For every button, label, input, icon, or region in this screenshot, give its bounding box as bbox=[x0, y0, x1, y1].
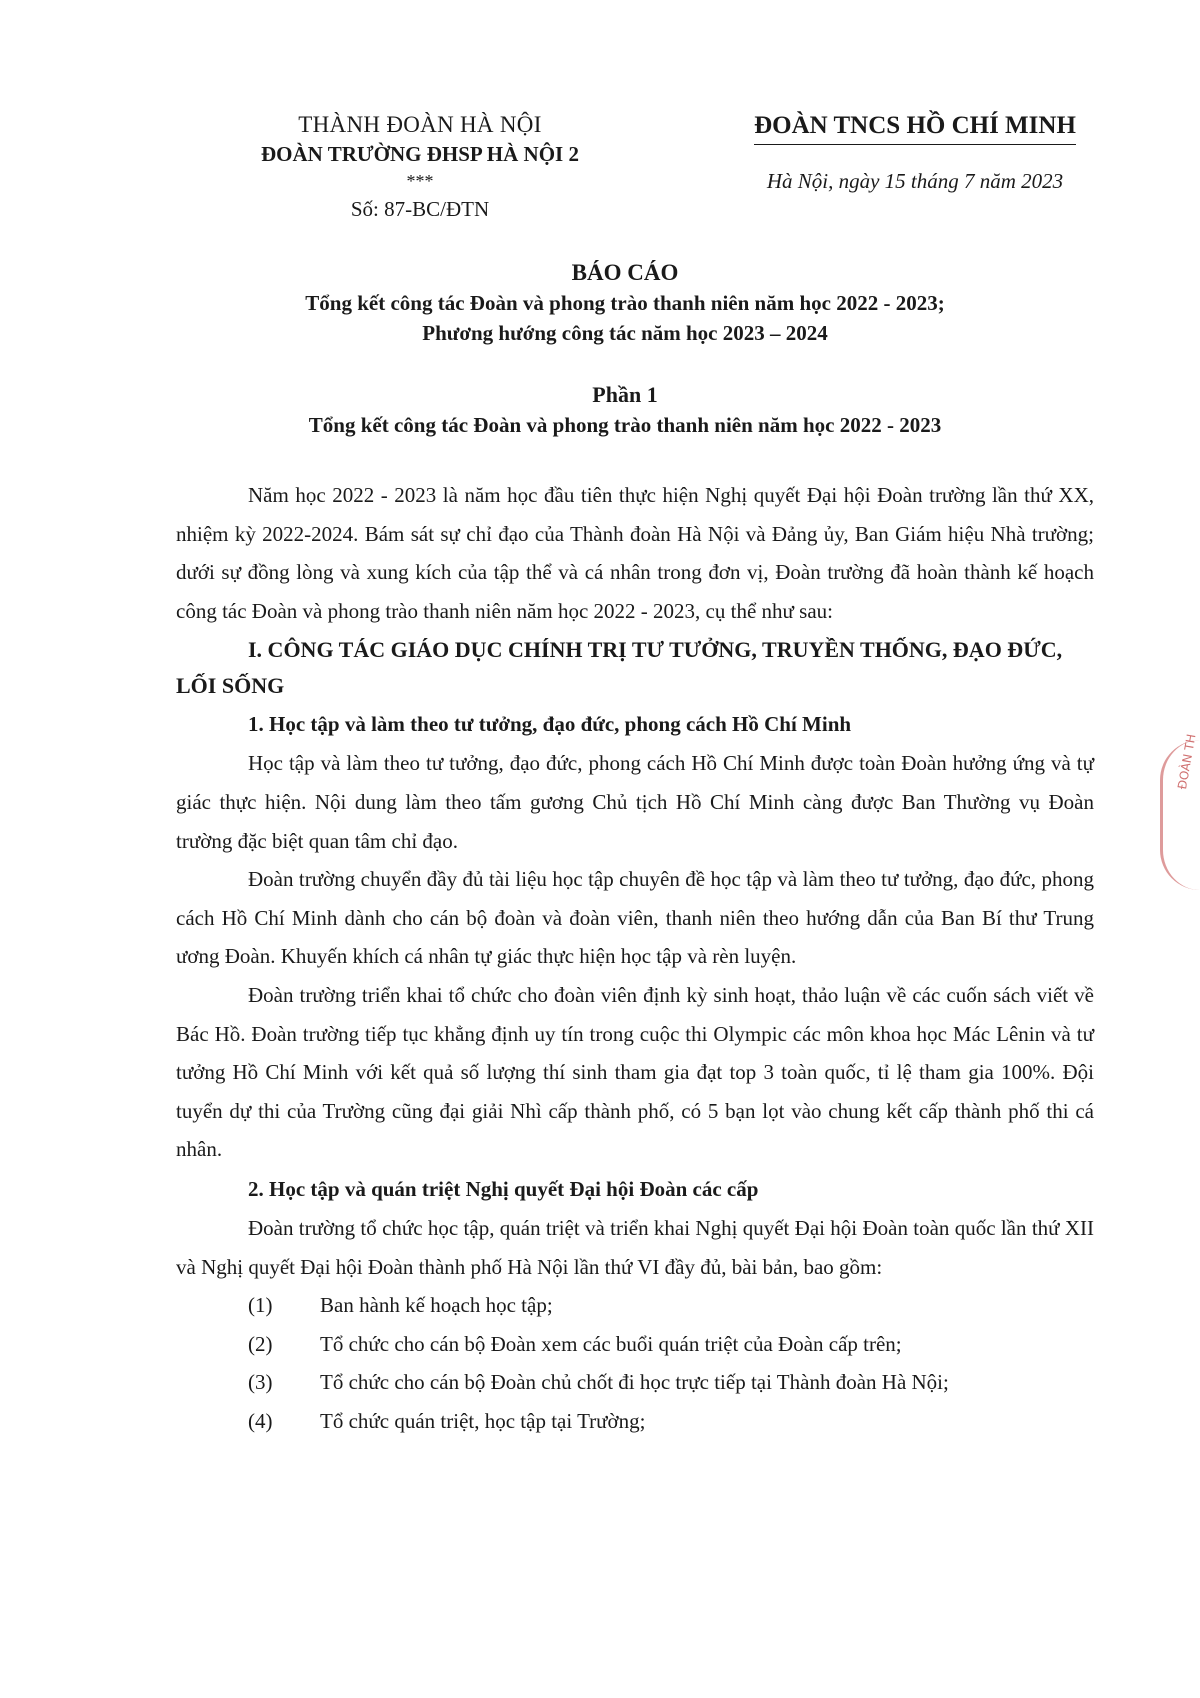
part-label: Phần 1 bbox=[592, 382, 658, 407]
part-subtitle: Tổng kết công tác Đoàn và phong trào thanh niên năm học 2022 - 2023 bbox=[308, 413, 942, 437]
part-heading bbox=[160, 380, 1090, 440]
list-text: Ban hành kế hoạch học tập; bbox=[320, 1293, 553, 1318]
list-number: (2) bbox=[248, 1331, 273, 1356]
paragraph: Đoàn trường tổ chức học tập, quán triệt và triển khai Nghị quyết Đại hội Đoàn toàn quốc lần thứ XII và Nghị quyết Đại hội Đoàn thành phố Hà Nội lần thứ VI đầy đủ, bài bản, bao gồm: bbox=[176, 1215, 1094, 1279]
document-title bbox=[160, 258, 1090, 348]
paragraph: Học tập và làm theo tư tưởng, đạo đức, phong cách Hồ Chí Minh được toàn Đoàn hưởng ứng và tự giác thực hiện. Nội dung làm theo tấm gương Chủ tịch Hồ Chí Minh càng được Ban Thường vụ Đoàn trường đặc biệt quan tâm chỉ đạo. bbox=[176, 751, 1094, 853]
title-report: BÁO CÁO bbox=[571, 260, 679, 285]
list-text: Tổ chức quán triệt, học tập tại Trường; bbox=[320, 1408, 646, 1433]
list-item bbox=[176, 1363, 1094, 1402]
header-left bbox=[225, 110, 615, 224]
seal-stamp-partial bbox=[1160, 732, 1200, 890]
document-date: Hà Nội, ngày 15 tháng 7 năm 2023 bbox=[766, 169, 1064, 193]
union-name: ĐOÀN TNCS HỒ CHÍ MINH bbox=[754, 110, 1076, 145]
list-item bbox=[176, 1286, 1094, 1325]
paragraph: Đoàn trường triển khai tổ chức cho đoàn viên định kỳ sinh hoạt, thảo luận về các cuốn sách viết về Bác Hồ. Đoàn trường tiếp tục khẳng định uy tín trong cuộc thi Olympic các môn khoa học Mác Lênin và tư tưởng Hồ Chí Minh với kết quả số lượng thí sinh tham gia đạt top 3 toàn quốc, tỉ lệ tham gia 100%. Đội tuyển dự thi của Trường cũng đại giải Nhì cấp thành phố, có 5 bạn lọt vào chung kết cấp thành phố thi cá nhân. bbox=[176, 982, 1094, 1162]
list-item bbox=[176, 1325, 1094, 1364]
title-line-summary: Tổng kết công tác Đoàn và phong trào thanh niên năm học 2022 - 2023; bbox=[305, 291, 945, 315]
separator-stars: *** bbox=[406, 171, 434, 191]
stamp-text: ĐOÀN TH bbox=[1175, 732, 1199, 791]
parent-organization: THÀNH ĐOÀN HÀ NỘI bbox=[298, 112, 542, 137]
section-heading: I. CÔNG TÁC GIÁO DỤC CHÍNH TRỊ TƯ TƯỞNG, TRUYỀN THỐNG, ĐẠO ĐỨC, LỐI SỐNG bbox=[176, 637, 1063, 699]
list-text: Tổ chức cho cán bộ Đoàn chủ chốt đi học trực tiếp tại Thành đoàn Hà Nội; bbox=[320, 1370, 949, 1395]
list-text: Tổ chức cho cán bộ Đoàn xem các buổi quán triệt của Đoàn cấp trên; bbox=[320, 1331, 902, 1356]
paragraph: Đoàn trường chuyển đầy đủ tài liệu học tập chuyên đề học tập và làm theo tư tưởng, đạo đức, phong cách Hồ Chí Minh dành cho cán bộ đoàn và đoàn viên, thanh niên theo hướng dẫn của Ban Bí thư Trung ương Đoàn. Khuyến khích cá nhân tự giác thực hiện học tập và rèn luyện. bbox=[176, 867, 1094, 969]
list-number: (1) bbox=[248, 1293, 273, 1318]
subsection-heading: 2. Học tập và quán triệt Nghị quyết Đại hội Đoàn các cấp bbox=[248, 1176, 759, 1201]
document-body bbox=[176, 476, 1094, 1440]
document-number: Số: 87-BC/ĐTN bbox=[350, 197, 490, 221]
subsection-heading: 1. Học tập và làm theo tư tưởng, đạo đức, phong cách Hồ Chí Minh bbox=[248, 712, 852, 737]
list-number: (4) bbox=[248, 1408, 273, 1433]
issuing-organization: ĐOÀN TRƯỜNG ĐHSP HÀ NỘI 2 bbox=[261, 142, 579, 166]
list-item bbox=[176, 1402, 1094, 1441]
intro-paragraph: Năm học 2022 - 2023 là năm học đầu tiên thực hiện Nghị quyết Đại hội Đoàn trường lần thứ XX, nhiệm kỳ 2022-2024. Bám sát sự chỉ đạo của Thành đoàn Hà Nội và Đảng ủy, Ban Giám hiệu Nhà trường; dưới sự đồng lòng và xung kích của tập thể và cá nhân trong đơn vị, Đoàn trường đã hoàn thành kế hoạch công tác Đoàn và phong trào thanh niên năm học 2022 - 2023, cụ thể như sau: bbox=[176, 483, 1094, 623]
header-right bbox=[720, 110, 1110, 195]
title-line-direction: Phương hướng công tác năm học 2023 – 2024 bbox=[422, 321, 828, 345]
list-number: (3) bbox=[248, 1370, 273, 1395]
